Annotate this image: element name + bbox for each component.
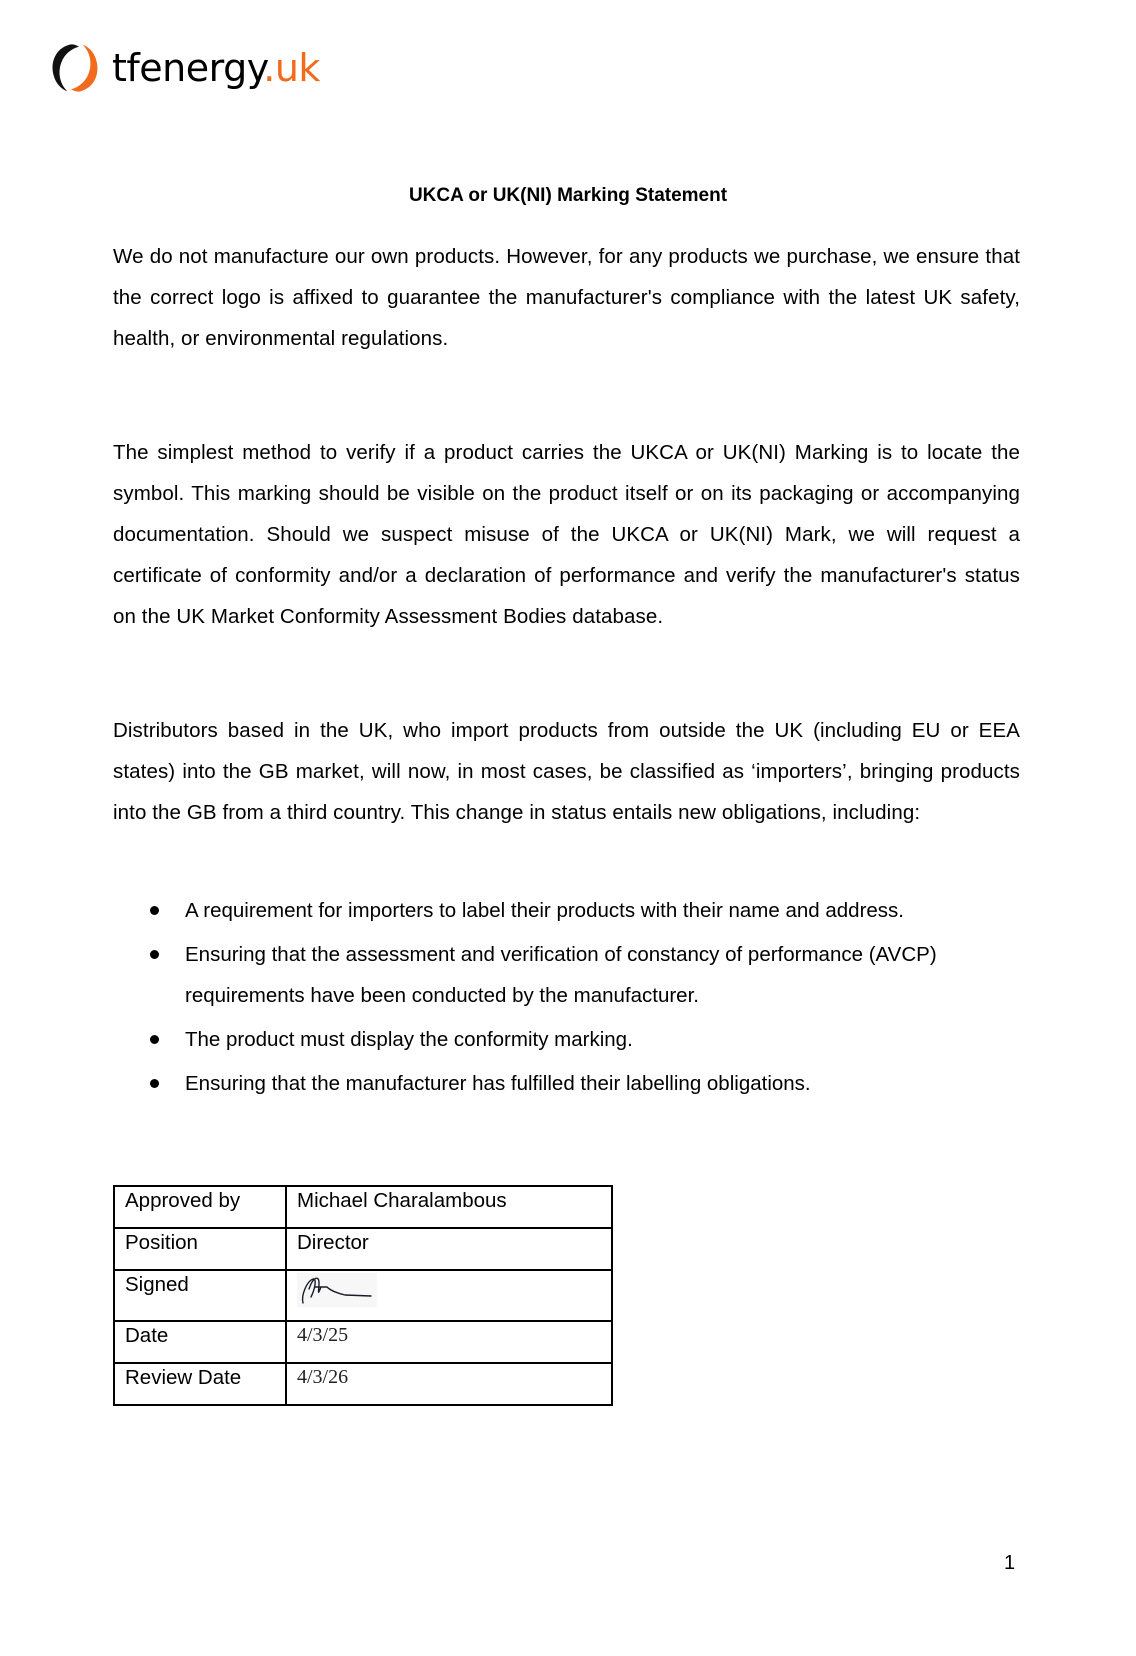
review-date-value: 4/3/26 [286,1363,612,1405]
table-row [114,1186,612,1228]
list-item-text: Ensuring that the manufacturer has fulfilled their labelling obligations. [185,1072,811,1095]
list-item-text: A requirement for importers to label their products with their name and address. [185,899,904,922]
approval-table [113,1185,613,1406]
document-title: UKCA or UK(NI) Marking Statement [408,185,728,206]
paragraph-verification: The simplest method to verify if a product carries the UKCA or UK(NI) Marking is to locate the symbol. This marking should be visible on the product itself or on its packaging or accompanying documentation. Should we suspect misuse of the UKCA or UK(NI) Mark, we will request a certificate of conformity and/or a declaration of performance and verify the manufacturer's status on the UK Market Conformity Assessment Bodies database. [113,441,1020,628]
signature-cell [286,1270,612,1321]
paragraph-intro: We do not manufacture our own products. However, for any products we purchase, we ensure that the correct logo is affixed to guarantee the manufacturer's compliance with the latest UK safety, health, or environmental regulations. [113,245,1020,350]
table-row [114,1270,612,1321]
logo-name: tfenergy [112,46,264,90]
table-row [114,1228,612,1270]
signature-image [297,1273,377,1307]
list-item [113,1019,1020,1060]
list-item-text: Ensuring that the assessment and verification of constancy of performance (AVCP) requirements have been conducted by the manufacturer. [185,943,937,1007]
list-item-text: The product must display the conformity marking. [185,1028,633,1051]
paragraph-distributors: Distributors based in the UK, who import products from outside the UK (including EU or EEA states) into the GB market, will now, in most cases, be classified as ‘importers’, bringing products into the GB from a third country. This change in status entails new obligations, including: [113,719,1020,824]
logo-tld: .uk [263,46,320,90]
date-value: 4/3/25 [286,1321,612,1363]
row-label: Approved by [114,1186,286,1228]
logo-wordmark [112,46,320,90]
row-label: Review Date [114,1363,286,1405]
table-row [114,1363,612,1405]
bullet-icon [150,1079,159,1088]
list-item [113,890,1020,931]
row-label: Date [114,1321,286,1363]
row-label: Position [114,1228,286,1270]
bullet-icon [150,1035,159,1044]
company-logo [46,38,320,98]
obligations-list [113,890,1020,1107]
tfenergy-swirl-logo-icon [46,38,104,98]
table-row [114,1321,612,1363]
position-value: Director [286,1228,612,1270]
list-item [113,934,1020,1016]
row-label: Signed [114,1270,286,1321]
approved-by-value: Michael Charalambous [286,1186,612,1228]
bullet-icon [150,950,159,959]
page-number: 1 [1004,1552,1016,1574]
list-item [113,1063,1020,1104]
bullet-icon [150,906,159,915]
